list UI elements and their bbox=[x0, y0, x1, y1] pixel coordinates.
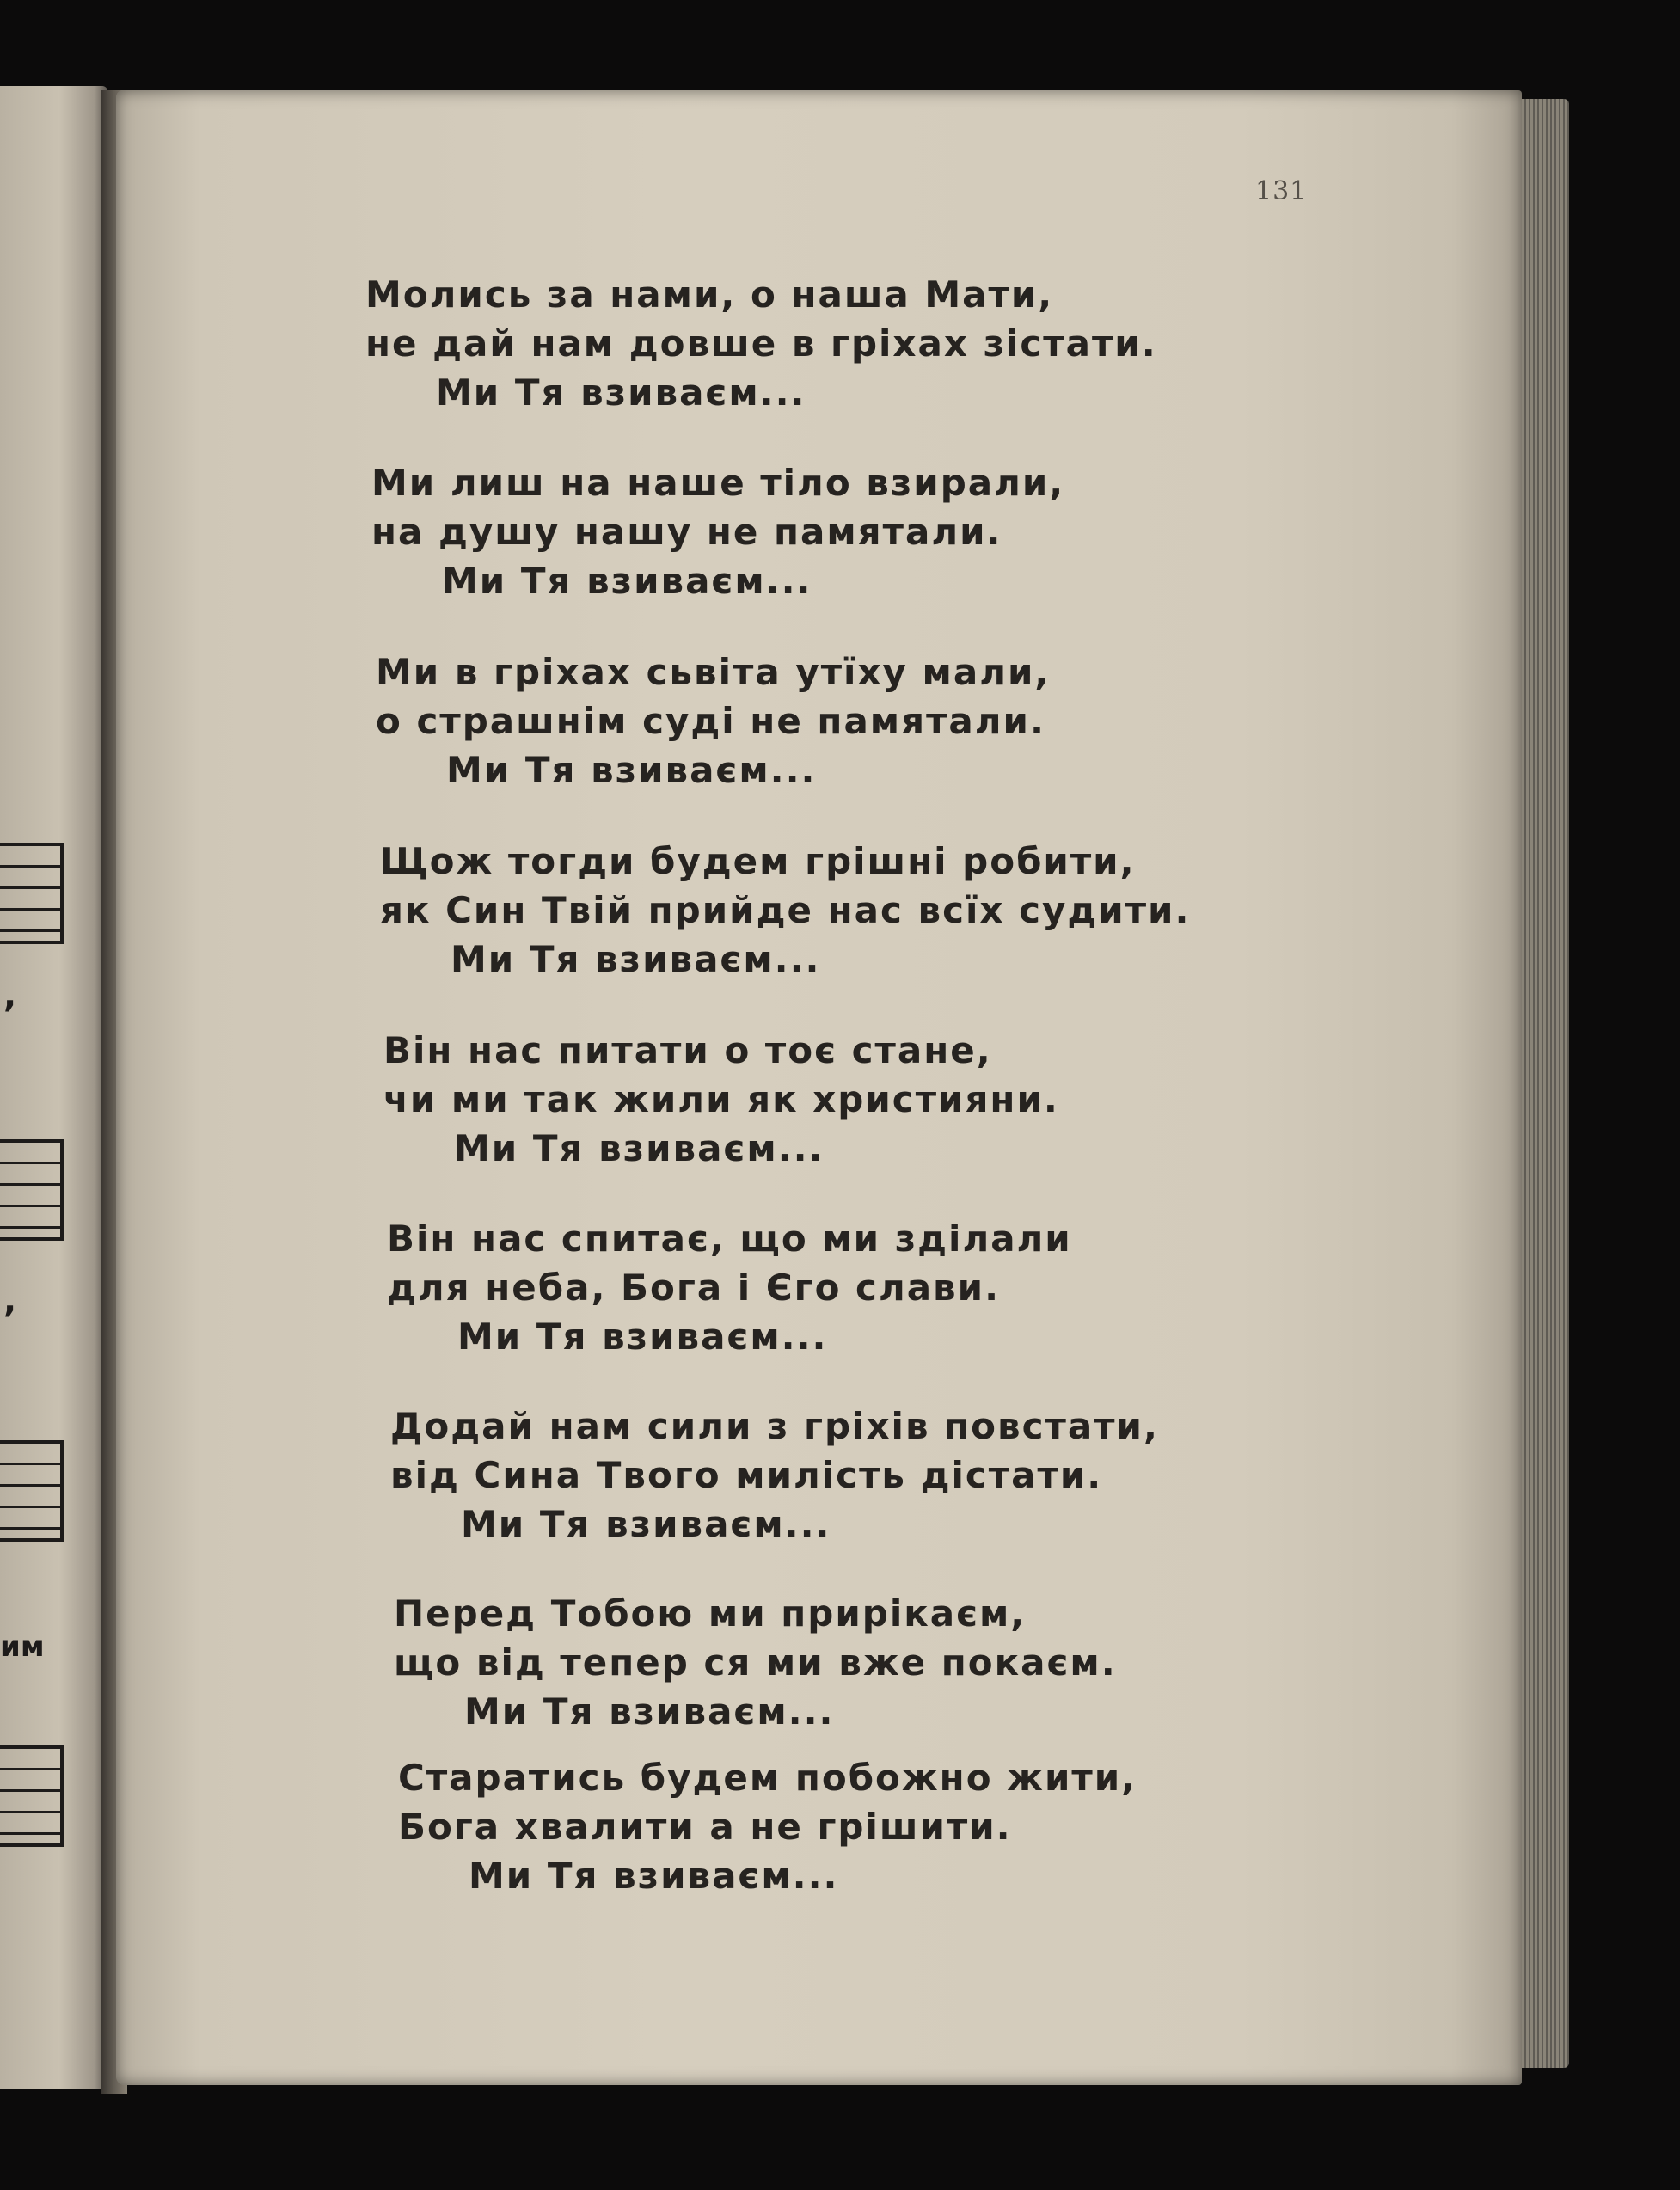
verse-line: Перед Тобою ми прирікаєм, bbox=[394, 1592, 1027, 1635]
stanza bbox=[394, 1589, 1340, 1736]
refrain-line: Ми Тя взиваєм... bbox=[446, 749, 817, 791]
stanza bbox=[380, 837, 1326, 984]
stanza bbox=[365, 270, 1311, 417]
verse-line: Ми лиш на наше тіло взирали, bbox=[371, 462, 1065, 504]
refrain-line: Ми Тя взиваєм... bbox=[469, 1855, 839, 1897]
refrain-line: Ми Тя взиваєм... bbox=[442, 560, 812, 602]
verse-line: не дай нам довше в гріхах зістати. bbox=[365, 322, 1157, 365]
left-page-mark: им bbox=[0, 1629, 45, 1664]
refrain-line: Ми Тя взиваєм... bbox=[454, 1127, 825, 1169]
left-page-mark: , bbox=[3, 976, 17, 1015]
refrain-line: Ми Тя взиваєм... bbox=[457, 1316, 828, 1358]
verse-line: Щож тогди будем грішні робити, bbox=[380, 840, 1136, 882]
verse-line: Він нас спитає, що ми зділали bbox=[387, 1218, 1072, 1260]
verse-line: Молись за нами, о наша Мати, bbox=[365, 273, 1054, 316]
verse-line: о страшнім суді не памятали. bbox=[376, 700, 1045, 742]
stanza bbox=[390, 1402, 1336, 1549]
verse-line: що від тепер ся ми вже покаєм. bbox=[394, 1641, 1117, 1684]
verse-line: чи ми так жили як християни. bbox=[383, 1078, 1059, 1120]
verse-line: Додай нам сили з гріхів повстати, bbox=[390, 1405, 1159, 1447]
page-number: 131 bbox=[1255, 176, 1308, 206]
verse-line: Він нас питати о тоє стане, bbox=[383, 1029, 992, 1071]
verse-line: як Син Твій прийде нас всїх судити. bbox=[380, 889, 1191, 931]
verse-line: Бога хвалити а не грішити. bbox=[398, 1806, 1012, 1848]
stanza bbox=[387, 1214, 1333, 1361]
stanza bbox=[376, 647, 1321, 794]
verse-line: на душу нашу не памятали. bbox=[371, 511, 1002, 553]
verse-line: від Сина Твого милість дістати. bbox=[390, 1454, 1103, 1496]
stanza bbox=[371, 458, 1317, 605]
refrain-line: Ми Тя взиваєм... bbox=[464, 1690, 835, 1733]
stanza bbox=[398, 1753, 1344, 1900]
refrain-line: Ми Тя взиваєм... bbox=[461, 1503, 831, 1545]
left-page-mark: , bbox=[3, 1281, 17, 1321]
refrain-line: Ми Тя взиваєм... bbox=[451, 938, 821, 980]
verse-line: Ми в гріхах сьвіта утїху мали, bbox=[376, 651, 1051, 693]
verse-line: для неба, Бога і Єго слави. bbox=[387, 1267, 1001, 1309]
verse-line: Старатись будем побожно жити, bbox=[398, 1757, 1137, 1799]
refrain-line: Ми Тя взиваєм... bbox=[436, 371, 806, 414]
stanza bbox=[383, 1026, 1329, 1173]
